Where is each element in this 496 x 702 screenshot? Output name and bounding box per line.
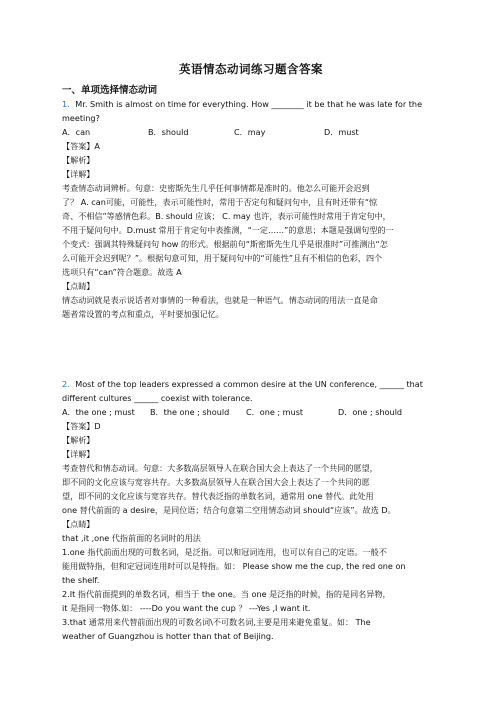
explanation-line: 奇、不相信”等感情色彩。B. should 应该； C. may 也许，表示可能性时常用于肯定句中，: [62, 211, 391, 221]
tip-label: 【点睛】: [62, 519, 95, 529]
answer-label: 【答案】A: [62, 141, 100, 151]
option-b: B．the one ; should: [150, 407, 230, 417]
option-c: C．one ; must: [246, 407, 304, 417]
explanation-line: 望，即不同的文化应该与宽容共存。替代表泛指的单数名词，通常用 one 替代。此处用: [62, 491, 374, 501]
question-2-stem-cont: different cultures ______ coexist with tolerance.: [62, 393, 253, 403]
question-number: 1．: [62, 99, 76, 109]
option-d: D．one ; should: [338, 407, 403, 417]
detail-label: 【详解】: [62, 449, 95, 459]
explanation-line: 选项只有“can”符合题意。故选 A: [62, 267, 182, 277]
question-1-stem-cont: meeting?: [62, 113, 100, 123]
option-a: A．the one ; must: [62, 407, 135, 417]
explanation-line: 考查情态动词辨析。句意：史密斯先生几乎任何事情都是准时的。他怎么可能开会迟到: [62, 183, 370, 193]
explanation-line: 不用于疑问句中。D.must 常用于肯定句中表推测，“一定……”的意思；本题是强调句型的一: [62, 225, 394, 235]
question-1-stem: 1．Mr. Smith is almost on time for everything. How ________ it be that he was late for the: [62, 99, 423, 109]
document-title: 英语情态动词练习题含答案: [179, 62, 323, 76]
explanation-line: one 替代前面的 a desire，是同位语；结合句意第二空用情态动词 should“应该”。故选 D。: [62, 505, 396, 515]
tip-line: it 是指同一物体.如： ----Do you want the cup ？ ---Yes ,I want it.: [62, 603, 311, 613]
tip-line: weather of Guangzhou is hotter than that of Beijing.: [62, 631, 274, 641]
question-2-options: [62, 405, 440, 419]
tip-line: 题者常设置的考点和重点，平时要加强记忆。: [62, 309, 224, 319]
explanation-line: 个变式：强调其特殊疑问句 how 的形式。根据前句“斯密斯先生几乎是很准时”可推测出“怎: [62, 239, 388, 249]
question-1: [62, 97, 440, 321]
detail-label: 【详解】: [62, 169, 95, 179]
tip-line: 能用做特指，但和定冠词连用时可以是特指。如： Please show me the cup, the red one on: [62, 561, 406, 571]
tip-line: 3.that 通常用来代替前面出现的可数名词\不可数名词,主要是用来避免重复。如： The: [62, 617, 371, 627]
explanation-line: 即不同的文化应该与宽容共存。大多数高层领导人在联合国大会上表达了一个共同的愿: [62, 477, 370, 487]
tip-line: 2.It 指代前面提到的单数名词，相当于 the one。当 one 是泛指的时候，指的是同名异物，: [62, 589, 391, 599]
question-2-stem: 2．Most of the top leaders expressed a common desire at the UN conference, ______ that: [62, 379, 423, 389]
option-a: A．can: [62, 127, 91, 137]
question-number: 2．: [62, 379, 76, 389]
explanation-line: 么可能开会迟到呢？”。根据句意可知，用于疑问句中的“可能性”且有不相信的色彩，四个: [62, 253, 383, 263]
tip-line: 情态动词就是表示说话者对事情的一种看法，也就是一种语气。情态动词的用法一直是命: [62, 295, 378, 305]
answer-label: 【答案】D: [62, 421, 101, 431]
explanation-line: 了？ A. can可能，可能性，表示可能性时，常用于否定句和疑问句中，且有时还带有“惊: [62, 197, 378, 207]
tip-line: 1.one 指代前面出现的可数名词，是泛指。可以和冠词连用，也可以有自己的定语。一般不: [62, 547, 387, 557]
tip-line: the shelf.: [62, 575, 100, 585]
section-heading: 一、单项选择情态动词: [62, 85, 158, 96]
explanation-line: 考查替代和情态动词。句意：大多数高层领导人在联合国大会上表达了一个共同的愿望，: [62, 463, 378, 473]
analysis-label: 【解析】: [62, 435, 95, 445]
option-d: D．must: [324, 127, 359, 137]
tip-line: that ,it ,one 代指前面的名词时的用法: [62, 533, 201, 543]
tip-label: 【点睛】: [62, 281, 95, 291]
question-1-options: [62, 125, 440, 139]
option-b: B．should: [148, 127, 189, 137]
analysis-label: 【解析】: [62, 155, 95, 165]
option-c: C．may: [234, 127, 266, 137]
question-2: [62, 377, 440, 643]
